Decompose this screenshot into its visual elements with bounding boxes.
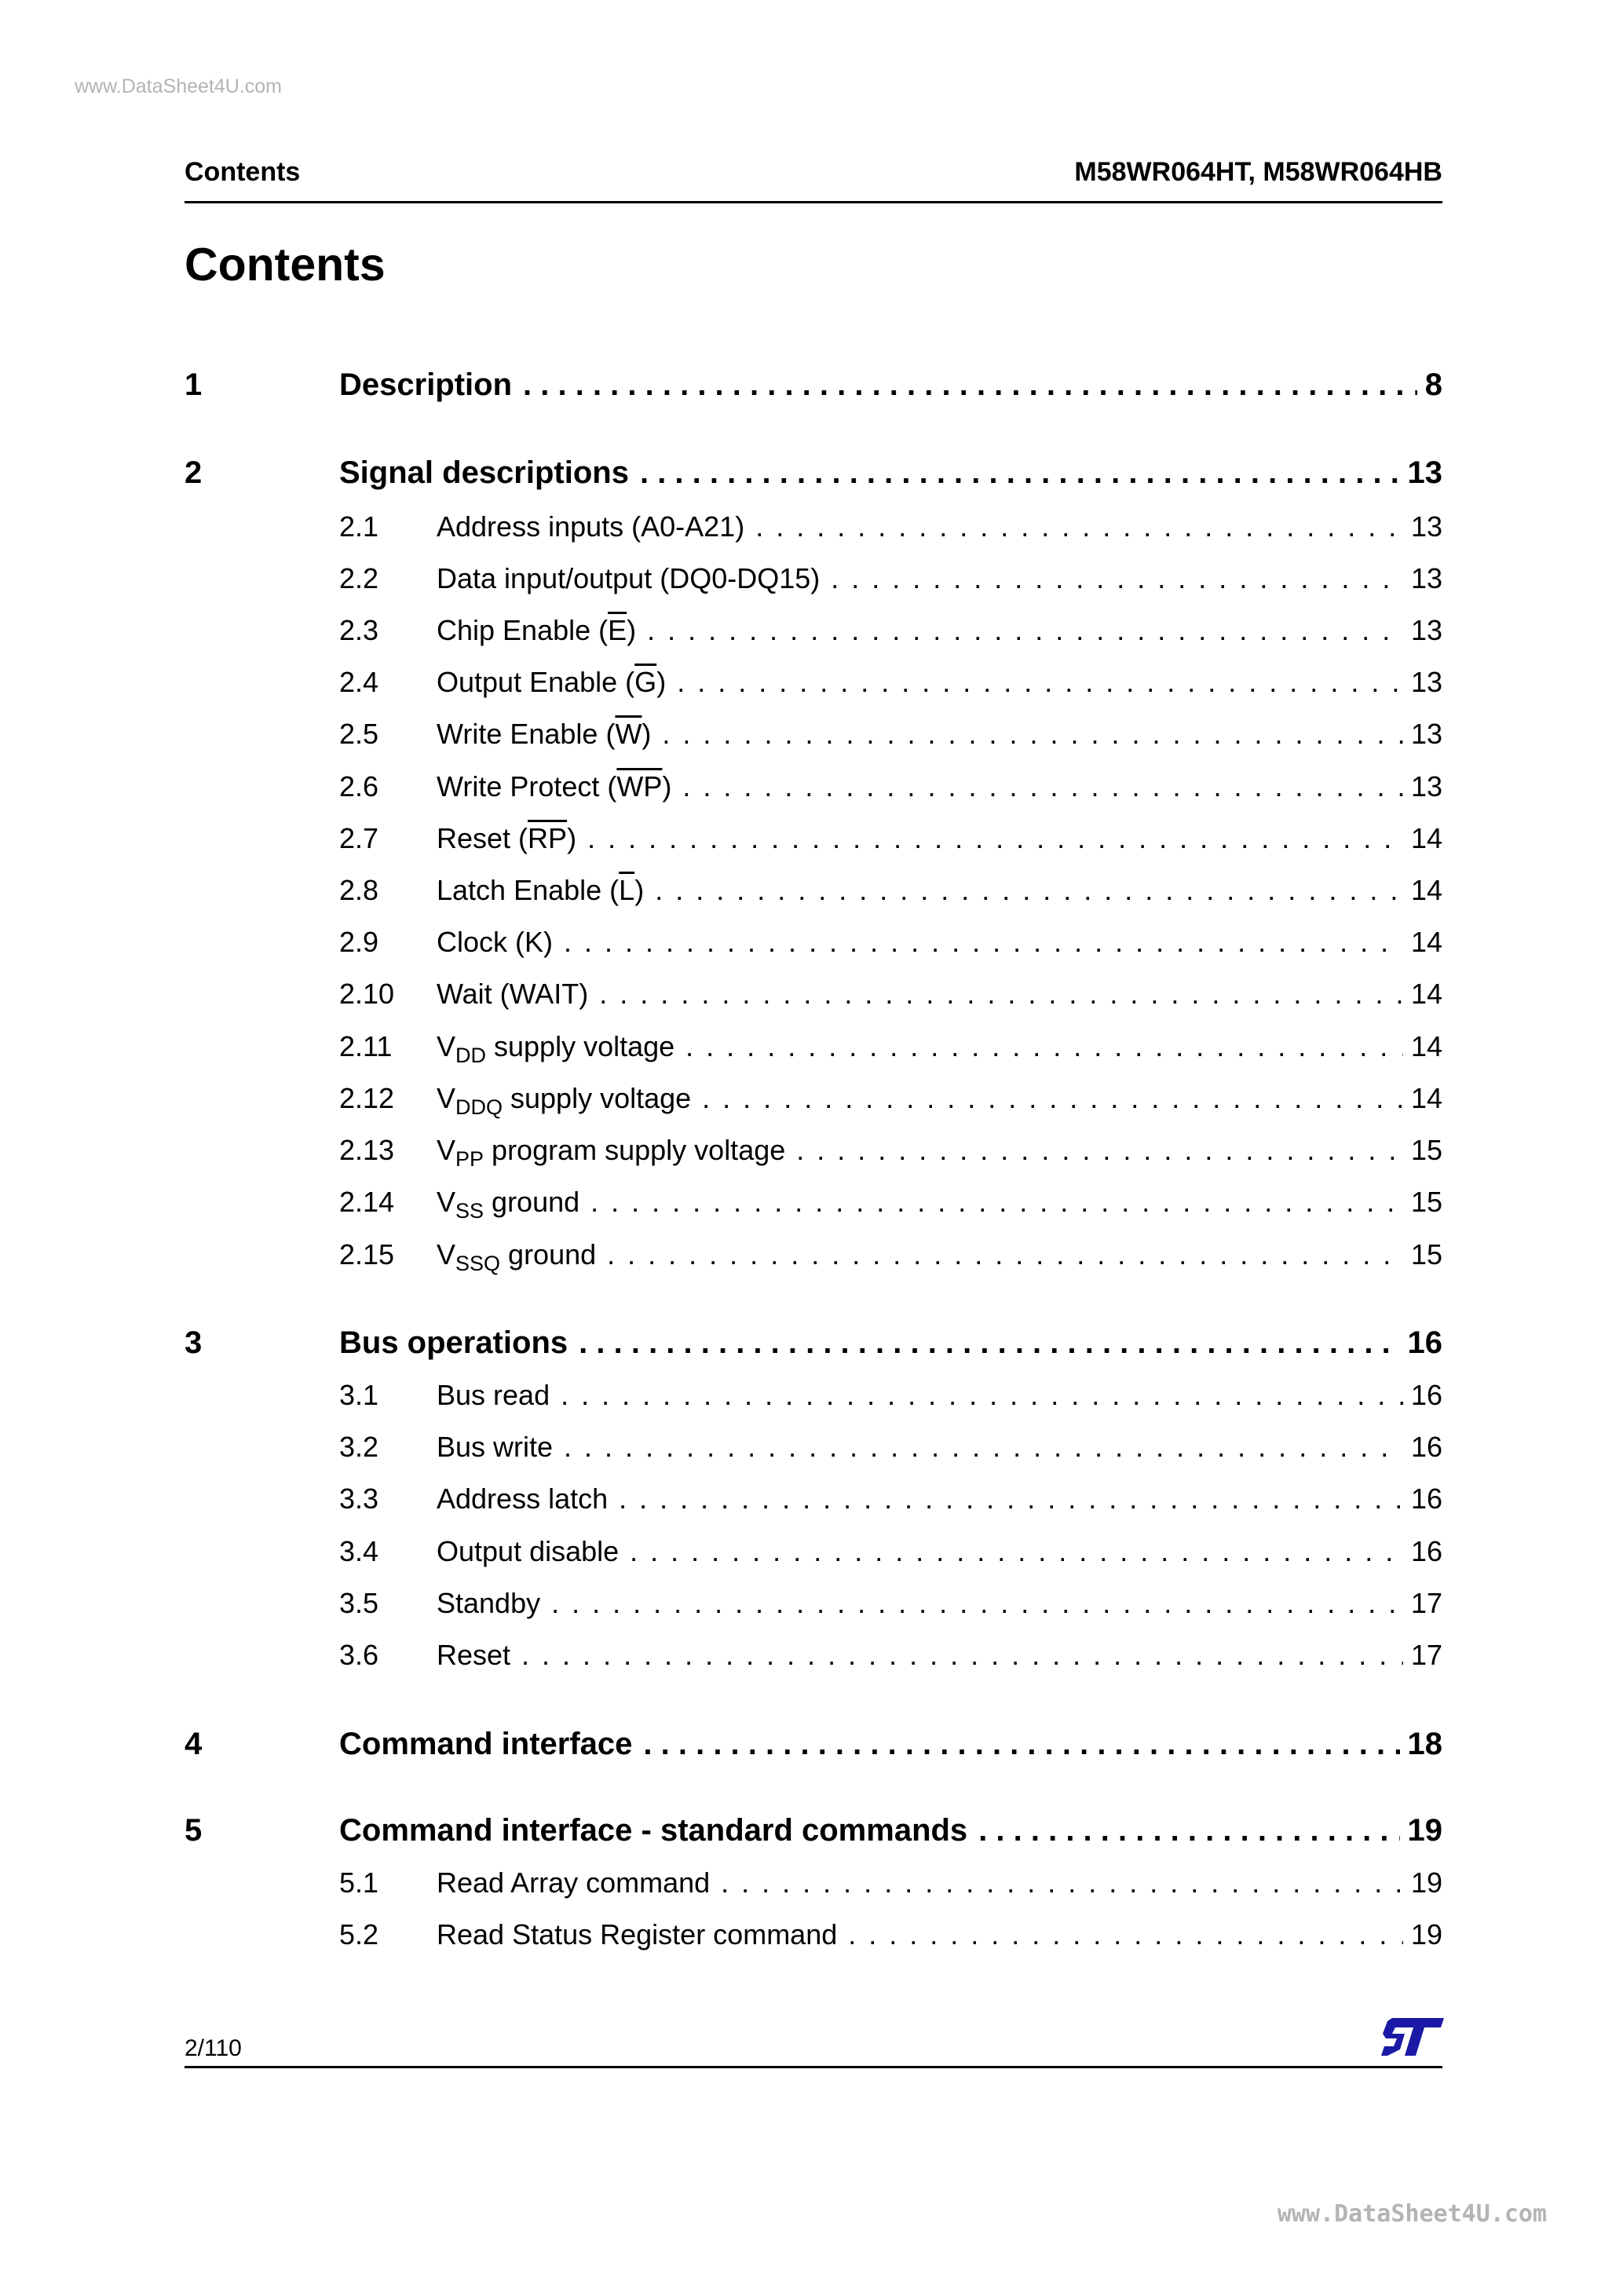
toc-number: 3.2: [339, 1431, 379, 1463]
toc-page-number[interactable]: 13: [1410, 510, 1442, 543]
dot-leader: [561, 1379, 1403, 1412]
toc-number: 3.4: [339, 1535, 379, 1567]
toc-label[interactable]: Write Enable $(\overline{W})$: [437, 718, 652, 750]
toc-number: 2.7: [339, 822, 379, 854]
toc-page-number[interactable]: 17: [1410, 1639, 1442, 1671]
dot-leader: [721, 1866, 1403, 1899]
dot-leader: [607, 1238, 1403, 1271]
toc-label[interactable]: Standby: [437, 1587, 541, 1619]
toc-number: 2.1: [339, 510, 379, 543]
toc-label[interactable]: $V_{SSQ}$ ground: [437, 1238, 597, 1275]
toc-label[interactable]: Command interface: [339, 1727, 633, 1761]
toc-page-number[interactable]: 17: [1410, 1587, 1442, 1619]
toc-number: 3.3: [339, 1483, 379, 1515]
dot-leader: [564, 926, 1403, 959]
dot-leader: [978, 1813, 1399, 1848]
dot-leader: [796, 1134, 1403, 1167]
toc-page-number[interactable]: 16: [1407, 1325, 1442, 1360]
toc-number: 2.4: [339, 666, 379, 698]
dot-leader: [619, 1483, 1403, 1515]
dot-leader: [755, 510, 1403, 543]
toc-label[interactable]: $V_{DDQ}$ supply voltage: [437, 1082, 692, 1119]
header-product: M58WR064HT, M58WR064HB: [1074, 157, 1442, 187]
toc-label[interactable]: Reset $(\overline{RP})$: [437, 822, 577, 854]
toc-number: 3.5: [339, 1587, 379, 1619]
dot-leader: [682, 770, 1403, 803]
toc-number: 3.1: [339, 1379, 379, 1411]
watermark-bottom: www.DataSheet4U.com: [1277, 2200, 1547, 2228]
toc-page-number[interactable]: 14: [1410, 1030, 1442, 1062]
toc-label[interactable]: Write Protect $(\overline{WP})$: [437, 770, 672, 803]
toc-label[interactable]: Reset: [437, 1639, 511, 1671]
toc-page-number[interactable]: 14: [1410, 822, 1442, 854]
toc-number: 2.13: [339, 1134, 395, 1166]
toc-page-number[interactable]: 16: [1410, 1535, 1442, 1567]
toc-page-number[interactable]: 15: [1410, 1134, 1442, 1166]
dot-leader: [523, 367, 1417, 403]
toc-page-number[interactable]: 14: [1410, 978, 1442, 1010]
toc-page-number[interactable]: 13: [1410, 666, 1442, 698]
toc-number: 2.6: [339, 770, 379, 803]
dot-leader: [655, 874, 1403, 907]
toc-label[interactable]: Signal descriptions: [339, 455, 629, 490]
dot-leader: [643, 1727, 1399, 1762]
toc-label[interactable]: Address latch: [437, 1483, 609, 1515]
toc-number: 1: [185, 367, 203, 402]
dot-leader: [677, 666, 1403, 699]
dot-leader: [640, 455, 1400, 491]
toc-number: 2.11: [339, 1030, 393, 1062]
dot-leader: [662, 718, 1403, 751]
toc-label[interactable]: Chip Enable $(\overline{E})$: [437, 614, 637, 646]
toc-number: 4: [185, 1727, 203, 1761]
toc-number: 3: [185, 1325, 203, 1360]
header-section: Contents: [185, 157, 301, 187]
dot-leader: [831, 562, 1403, 595]
toc-page-number[interactable]: 8: [1424, 367, 1442, 402]
dot-leader: [587, 822, 1403, 855]
footer-page-number: 2/110: [185, 2035, 242, 2061]
toc-label[interactable]: Command interface - standard commands: [339, 1813, 968, 1848]
toc-page-number[interactable]: 16: [1410, 1431, 1442, 1463]
toc-number: 3.6: [339, 1639, 379, 1671]
dot-leader: [630, 1535, 1403, 1568]
toc-number: 2.10: [339, 978, 395, 1010]
toc-label[interactable]: Output disable: [437, 1535, 620, 1567]
toc-number: 2.5: [339, 718, 379, 750]
toc-number: 2.9: [339, 926, 379, 958]
dot-leader: [564, 1431, 1403, 1464]
dot-leader: [599, 978, 1403, 1011]
watermark-top: www.DataSheet4U.com: [75, 75, 283, 97]
toc-number: 2.8: [339, 874, 379, 906]
toc-label[interactable]: $V_{PP}$ program supply voltage: [437, 1134, 786, 1171]
toc-page-number[interactable]: 14: [1410, 874, 1442, 906]
dot-leader: [647, 614, 1403, 647]
footer-rule: [185, 2066, 1442, 2068]
toc-number: 2.15: [339, 1238, 395, 1270]
toc-page-number[interactable]: 16: [1410, 1483, 1442, 1515]
toc-label[interactable]: Address inputs (A0-A21): [437, 510, 745, 543]
toc-label[interactable]: $V_{DD}$ supply voltage: [437, 1030, 675, 1067]
dot-leader: [702, 1082, 1403, 1115]
toc-page-number[interactable]: 13: [1410, 718, 1442, 750]
toc-page-number[interactable]: 13: [1407, 455, 1442, 490]
toc-page-number[interactable]: 15: [1410, 1238, 1442, 1270]
dot-leader: [685, 1030, 1403, 1063]
toc-page-number[interactable]: 14: [1410, 1082, 1442, 1114]
toc-label[interactable]: Latch Enable $(\overline{L})$: [437, 874, 645, 906]
dot-leader: [848, 1918, 1403, 1951]
toc-page-number[interactable]: 14: [1410, 926, 1442, 958]
toc-label[interactable]: Data input/output (DQ0-DQ15): [437, 562, 821, 594]
toc-label[interactable]: Output Enable $(\overline{G})$: [437, 666, 667, 698]
toc-page-number[interactable]: 19: [1410, 1918, 1442, 1951]
toc-page-number[interactable]: 13: [1410, 562, 1442, 594]
header-rule: [185, 201, 1442, 203]
toc-number: 2.14: [339, 1186, 395, 1218]
toc-page-number[interactable]: 13: [1410, 770, 1442, 803]
toc-page-number[interactable]: 19: [1407, 1813, 1442, 1848]
dot-leader: [551, 1587, 1403, 1620]
dot-leader: [521, 1639, 1403, 1672]
dot-leader: [590, 1186, 1403, 1219]
toc-number: 2.12: [339, 1082, 395, 1114]
toc-number: 5: [185, 1813, 203, 1848]
toc-page-number[interactable]: 18: [1407, 1727, 1442, 1761]
toc-label[interactable]: Bus operations: [339, 1325, 568, 1360]
toc-number: 2.3: [339, 614, 379, 646]
toc-label[interactable]: $V_{SS}$ ground: [437, 1186, 580, 1223]
toc-label[interactable]: Description: [339, 367, 513, 402]
toc-label[interactable]: Read Array command: [437, 1866, 711, 1899]
toc-number: 5.1: [339, 1866, 379, 1899]
toc-number: 2: [185, 455, 203, 490]
toc-number: 5.2: [339, 1918, 379, 1951]
st-logo-icon: [1381, 2015, 1444, 2059]
page-header: [185, 157, 1442, 188]
dot-leader: [579, 1325, 1399, 1361]
toc-label[interactable]: Read Status Register command: [437, 1918, 838, 1951]
toc-label[interactable]: Clock (K): [437, 926, 554, 958]
toc-label[interactable]: Bus read: [437, 1379, 550, 1411]
toc-page-number[interactable]: 13: [1410, 614, 1442, 646]
toc-label[interactable]: Wait (WAIT): [437, 978, 589, 1010]
toc-page-number[interactable]: 19: [1410, 1866, 1442, 1899]
toc-page-number[interactable]: 15: [1410, 1186, 1442, 1218]
toc-number: 2.2: [339, 562, 379, 594]
toc-page-number[interactable]: 16: [1410, 1379, 1442, 1411]
toc-label[interactable]: Bus write: [437, 1431, 554, 1463]
page-title: Contents: [185, 239, 386, 291]
